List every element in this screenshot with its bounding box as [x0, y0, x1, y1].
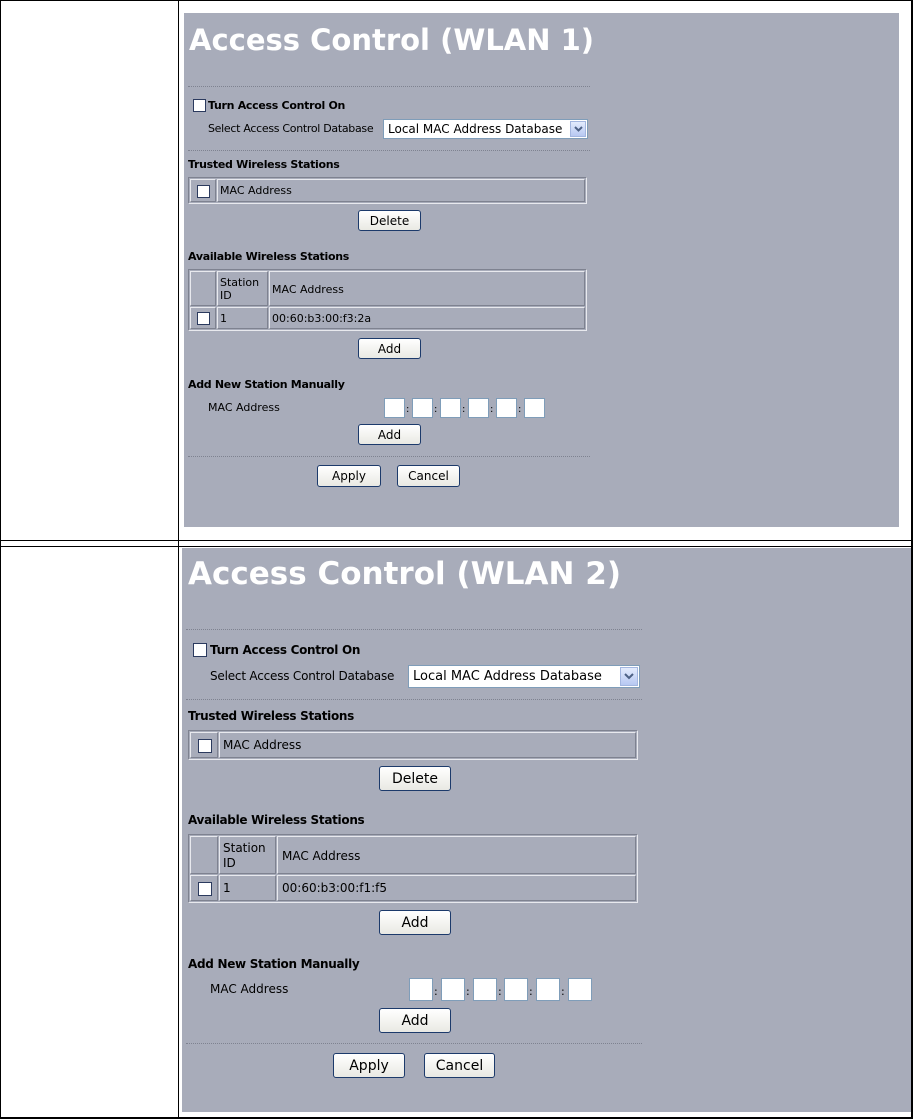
- mac-separator: :: [434, 404, 438, 415]
- mac-octet-3-input[interactable]: [473, 978, 497, 1001]
- mac-octet-4-input[interactable]: [504, 978, 528, 1001]
- station-id: 1: [220, 312, 227, 325]
- add-station-button[interactable]: Add: [379, 910, 451, 935]
- page-title: Access Control (WLAN 1): [189, 23, 595, 57]
- table-header-cell: [190, 271, 216, 306]
- cancel-button[interactable]: Cancel: [397, 465, 460, 487]
- table-border-left: [0, 0, 1, 1119]
- mac-octet-3-input[interactable]: [440, 398, 461, 418]
- section-divider: [188, 150, 590, 151]
- page-title: Access Control (WLAN 2): [188, 556, 621, 592]
- mac-octet-6-input[interactable]: [568, 978, 592, 1001]
- select-value: Local MAC Address Database: [413, 669, 602, 684]
- add-station-button[interactable]: Add: [358, 338, 421, 359]
- mac-separator: :: [529, 985, 533, 998]
- section-divider: [186, 1043, 642, 1044]
- mac-separator: :: [518, 404, 522, 415]
- available-stations-table: [188, 269, 587, 331]
- delete-button[interactable]: Delete: [379, 766, 451, 791]
- table-cell: [190, 732, 218, 758]
- access-control-database-select[interactable]: [408, 665, 640, 688]
- available-stations-heading: Available Wireless Stations: [188, 813, 365, 827]
- mac-octet-1-input[interactable]: [409, 978, 433, 1001]
- table-cell: [190, 875, 218, 901]
- access-control-on-label: Turn Access Control On: [210, 643, 361, 657]
- mac-octet-5-input[interactable]: [496, 398, 517, 418]
- mac-octet-2-input[interactable]: [412, 398, 433, 418]
- mac-separator: :: [498, 985, 502, 998]
- select-database-label: Select Access Control Database: [210, 669, 395, 683]
- column-header-station-id: Station ID: [223, 841, 266, 870]
- chevron-down-icon[interactable]: [620, 667, 638, 686]
- available-stations-table: [188, 834, 638, 903]
- add-manual-station-button[interactable]: Add: [358, 424, 421, 445]
- table-header-cell: [219, 836, 276, 874]
- mac-separator: :: [434, 985, 438, 998]
- select-database-label: Select Access Control Database: [208, 122, 374, 135]
- table-border-top: [0, 0, 913, 1]
- mac-separator: :: [466, 985, 470, 998]
- apply-button[interactable]: Apply: [333, 1053, 405, 1078]
- table-header-cell: [219, 732, 636, 758]
- apply-button[interactable]: Apply: [317, 465, 381, 487]
- section-divider: [188, 456, 590, 457]
- station-mac: 00:60:b3:00:f3:2a: [272, 312, 372, 325]
- column-header-mac: MAC Address: [282, 849, 361, 863]
- column-header-station-id: Station ID: [220, 276, 260, 302]
- access-control-database-select[interactable]: [383, 119, 588, 139]
- section-divider: [186, 629, 642, 630]
- access-control-panel-wlan2: [182, 548, 911, 1112]
- section-divider: [188, 86, 590, 87]
- select-value: Local MAC Address Database: [388, 122, 563, 136]
- table-cell: [277, 875, 636, 901]
- mac-octet-2-input[interactable]: [441, 978, 465, 1001]
- mac-separator: :: [462, 404, 466, 415]
- add-manually-heading: Add New Station Manually: [188, 957, 360, 971]
- access-control-on-checkbox[interactable]: [193, 643, 207, 657]
- cancel-button[interactable]: Cancel: [424, 1053, 495, 1078]
- mac-separator: :: [406, 404, 410, 415]
- section-divider: [186, 699, 642, 700]
- mac-octet-1-input[interactable]: [384, 398, 405, 418]
- mac-octet-6-input[interactable]: [524, 398, 545, 418]
- trusted-select-all-checkbox[interactable]: [198, 739, 212, 753]
- table-header-cell: [190, 836, 218, 874]
- manual-mac-label: MAC Address: [210, 982, 289, 996]
- table-cell: [190, 179, 216, 202]
- column-header-mac: MAC Address: [272, 283, 344, 296]
- access-control-panel-wlan1: [184, 13, 899, 527]
- mac-octet-5-input[interactable]: [536, 978, 560, 1001]
- trusted-stations-heading: Trusted Wireless Stations: [188, 158, 340, 171]
- table-column-divider: [178, 0, 179, 1119]
- delete-button[interactable]: Delete: [358, 210, 421, 231]
- trusted-stations-heading: Trusted Wireless Stations: [188, 709, 354, 723]
- table-header-cell: [277, 836, 636, 874]
- table-cell: [269, 307, 585, 329]
- chevron-down-icon[interactable]: [570, 121, 586, 137]
- table-header-cell: [269, 271, 585, 306]
- table-row-divider: [0, 540, 913, 541]
- mac-separator: :: [561, 985, 565, 998]
- table-cell: [190, 307, 216, 329]
- access-control-on-label: Turn Access Control On: [208, 99, 346, 112]
- trusted-select-all-checkbox[interactable]: [197, 185, 210, 198]
- add-manually-heading: Add New Station Manually: [188, 378, 345, 391]
- mac-octet-4-input[interactable]: [468, 398, 489, 418]
- table-header-cell: [217, 271, 268, 306]
- station-mac: 00:60:b3:00:f1:f5: [282, 881, 387, 895]
- add-manual-station-button[interactable]: Add: [379, 1008, 451, 1033]
- mac-separator: :: [490, 404, 494, 415]
- table-row-divider: [0, 546, 913, 547]
- column-header-mac: MAC Address: [223, 738, 302, 752]
- table-header-cell: [217, 179, 585, 202]
- station-checkbox[interactable]: [198, 882, 212, 896]
- available-stations-heading: Available Wireless Stations: [188, 250, 350, 263]
- manual-mac-label: MAC Address: [208, 401, 280, 414]
- station-checkbox[interactable]: [197, 312, 210, 325]
- column-header-mac: MAC Address: [220, 184, 292, 197]
- trusted-stations-table: [188, 177, 587, 204]
- table-cell: [219, 875, 276, 901]
- table-cell: [217, 307, 268, 329]
- trusted-stations-table: [188, 730, 638, 760]
- access-control-on-checkbox[interactable]: [193, 99, 206, 112]
- station-id: 1: [223, 881, 231, 895]
